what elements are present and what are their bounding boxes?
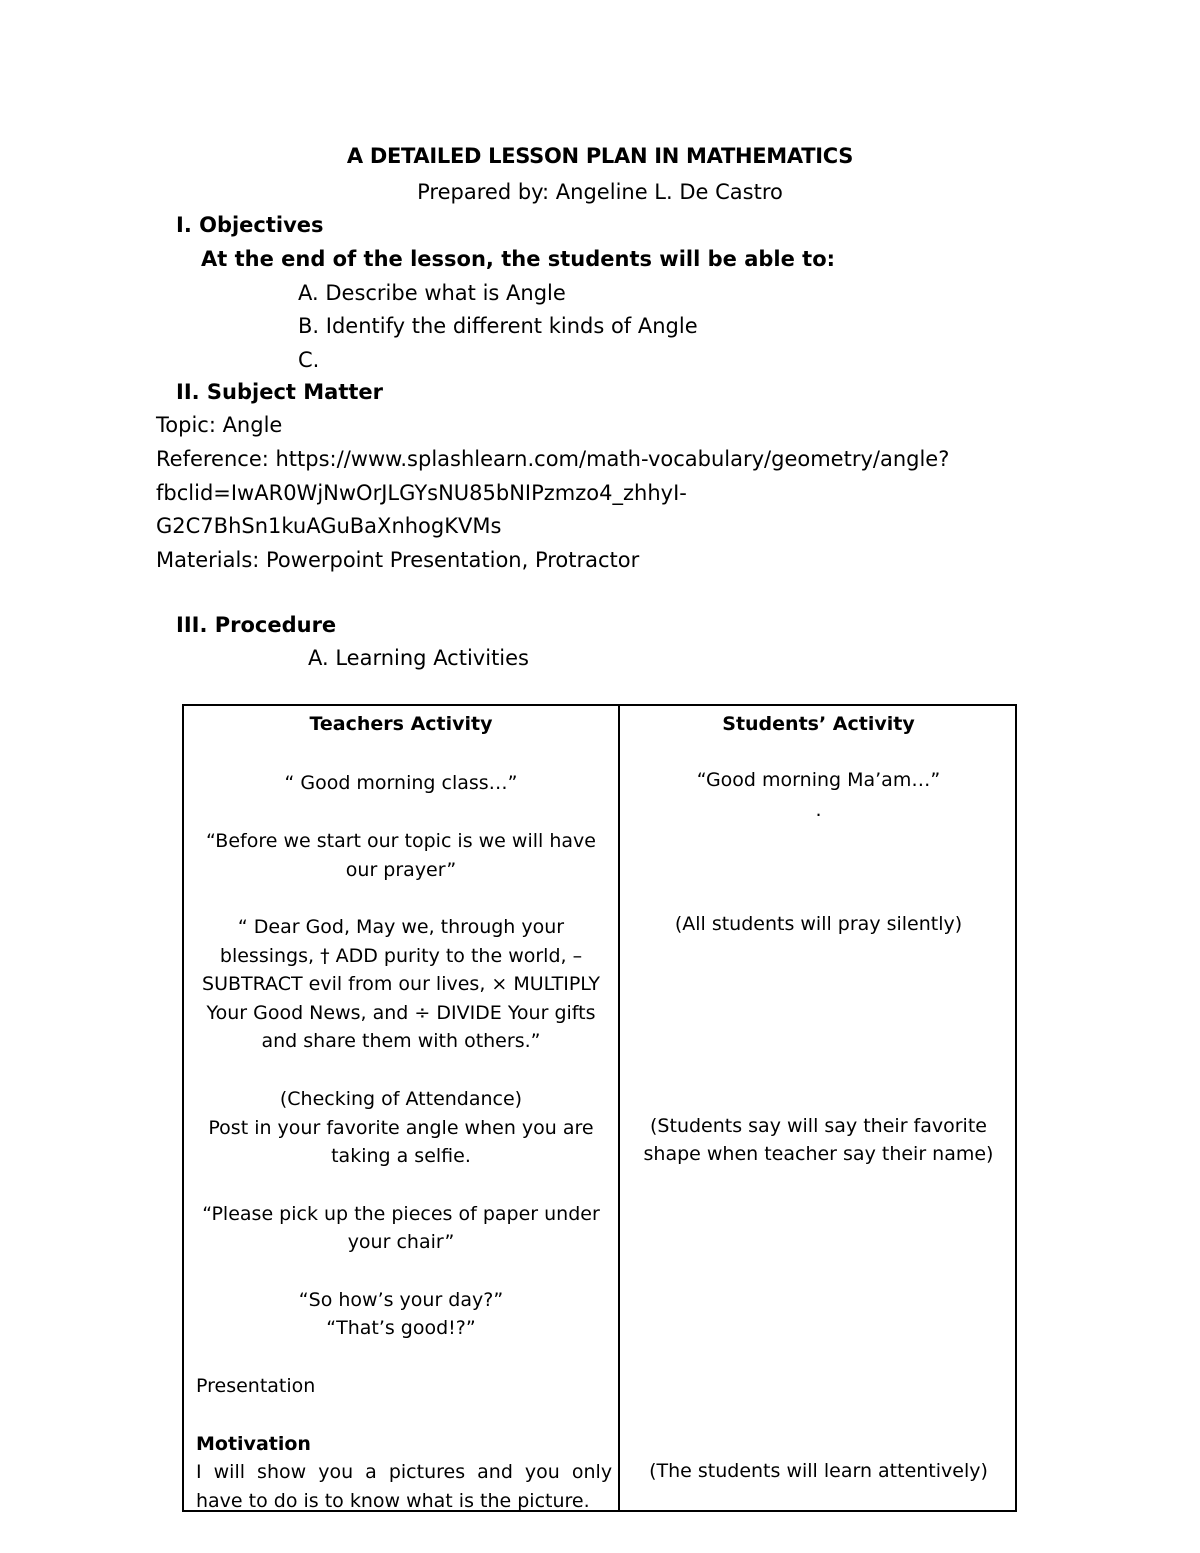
teachers-activity-header: Teachers Activity	[309, 713, 493, 735]
teachers-activity-column	[184, 706, 618, 1510]
teacher-day: “That’s good!?”	[326, 1317, 476, 1339]
teacher-paper: “Please pick up the pieces of paper under	[202, 1203, 600, 1225]
teacher-greeting: “ Good morning class…”	[284, 772, 518, 794]
objective-item: B. Identify the different kinds of Angle	[298, 314, 698, 338]
students-greeting: “Good morning Ma’am…”	[696, 769, 941, 791]
teacher-day: “So how’s your day?”	[298, 1289, 504, 1311]
materials-line: Materials: Powerpoint Presentation, Protractor	[156, 548, 640, 572]
teacher-prayer: “ Dear God, May we, through your	[237, 916, 565, 938]
students-pray: (All students will pray silently)	[674, 913, 963, 935]
students-say: (Students say will say their favorite	[650, 1115, 987, 1137]
learning-activities-heading: A. Learning Activities	[308, 646, 529, 670]
teacher-prayer: and share them with others.”	[261, 1030, 541, 1052]
students-activity-column	[620, 706, 1017, 1510]
teacher-motivation: have to do is to know what is the picture.	[196, 1490, 590, 1512]
prepared-by: Prepared by: Angeline L. De Castro	[417, 180, 783, 204]
procedure-heading: III. Procedure	[176, 613, 337, 637]
students-dot: .	[815, 799, 822, 821]
teacher-paper: your chair”	[347, 1231, 455, 1253]
objective-item: A. Describe what is Angle	[298, 281, 566, 305]
teacher-attendance: Post in your favorite angle when you are	[208, 1117, 594, 1139]
teacher-prayer-intro: “Before we start our topic is we will have	[206, 830, 596, 852]
teacher-prayer: blessings, † ADD purity to the world, –	[219, 945, 583, 967]
topic-line: Topic: Angle	[156, 413, 283, 437]
objectives-intro: At the end of the lesson, the students will be able to:	[201, 247, 836, 271]
teacher-attendance: taking a selfie.	[331, 1145, 471, 1167]
students-say: shape when teacher say their name)	[643, 1143, 994, 1165]
teacher-motivation: I will show you a pictures and you only	[196, 1461, 613, 1483]
teacher-prayer: Your Good News, and ÷ DIVIDE Your gifts	[206, 1002, 596, 1024]
reference-line: Reference: https://www.splashlearn.com/math-vocabulary/geometry/angle?	[156, 447, 950, 471]
subject-matter-heading: II. Subject Matter	[176, 380, 384, 404]
students-activity-header: Students’ Activity	[722, 713, 915, 735]
objectives-heading: I. Objectives	[176, 213, 324, 237]
teacher-attendance: (Checking of Attendance)	[279, 1088, 523, 1110]
objective-item: C.	[298, 348, 320, 372]
document-title: A DETAILED LESSON PLAN IN MATHEMATICS	[346, 144, 854, 168]
reference-line: fbclid=IwAR0WjNwOrJLGYsNU85bNIPzmzo4_zhhyI-	[156, 481, 687, 505]
reference-line: G2C7BhSn1kuAGuBaXnhogKVMs	[156, 514, 502, 538]
students-learn: (The students will learn attentively)	[649, 1460, 988, 1482]
teacher-prayer: SUBTRACT evil from our lives, × MULTIPLY	[202, 973, 600, 995]
teacher-presentation: Presentation	[196, 1375, 316, 1397]
teacher-prayer-intro: our prayer”	[345, 859, 457, 881]
teacher-motivation-heading: Motivation	[196, 1433, 311, 1455]
activities-table	[182, 704, 1017, 1512]
